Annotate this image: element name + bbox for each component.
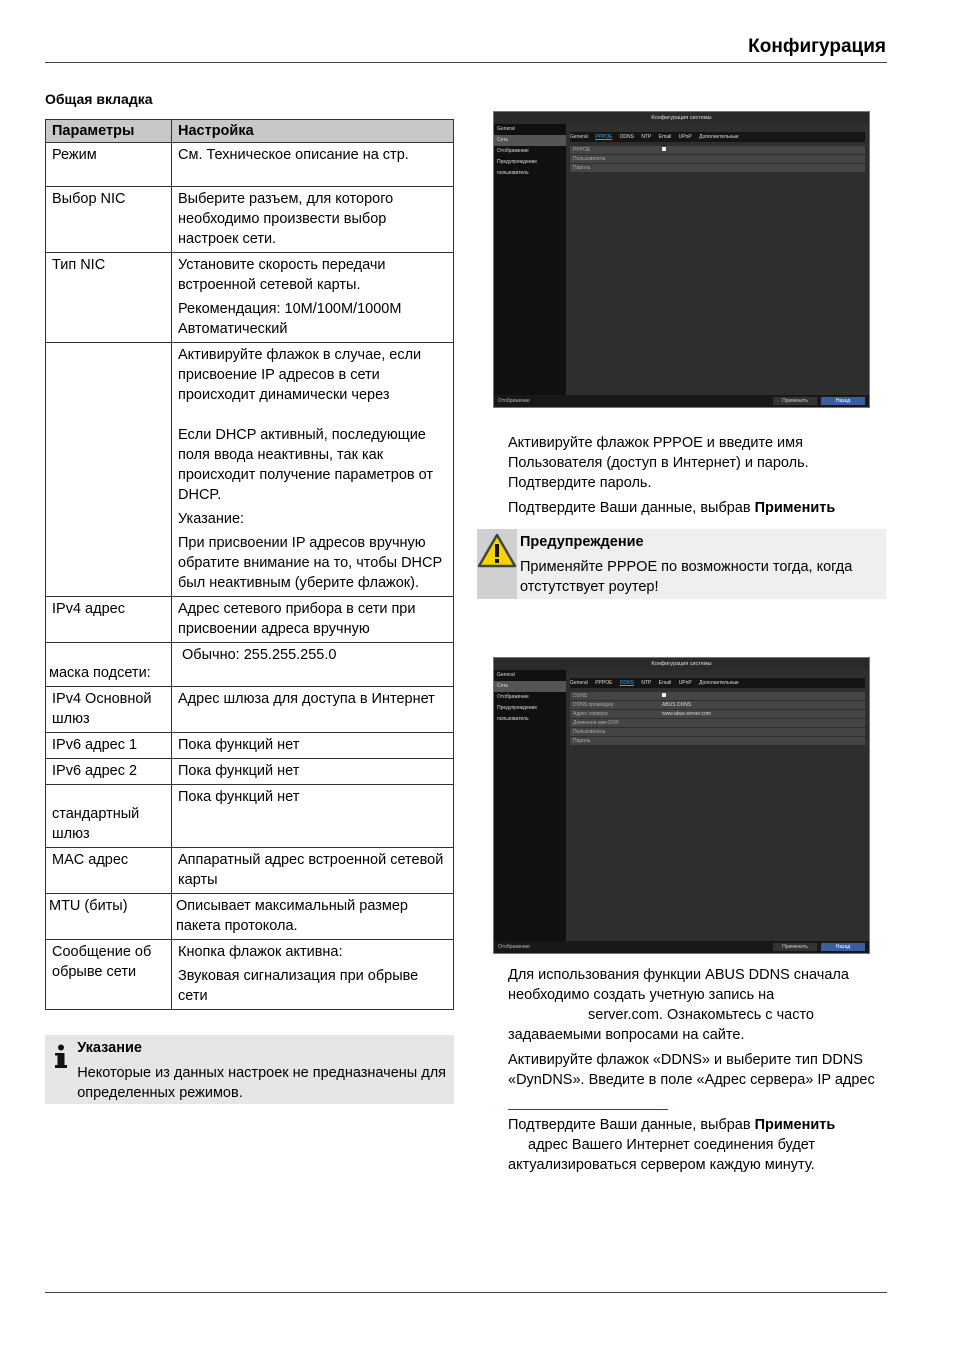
pppoe-instructions (508, 433, 880, 518)
setting-text: Адрес сетевого прибора в сети при присвоении адреса вручную (178, 601, 416, 637)
ddns-checkbox[interactable] (662, 693, 666, 697)
row-label: Пользователь (573, 729, 606, 735)
param-cell: IPv6 адрес 2 (46, 759, 172, 785)
tab-general[interactable]: General (570, 134, 588, 140)
table-header-row (46, 120, 454, 143)
table-row (46, 643, 454, 687)
user-row (570, 728, 865, 736)
param-cell: Режим (46, 143, 172, 187)
param-cell (46, 343, 172, 597)
param-cell: IPv6 адрес 1 (46, 733, 172, 759)
setting-text: Обычно: 255.255.255.0 (178, 647, 337, 663)
tab-upnp[interactable]: UPnP (678, 680, 692, 686)
bottom-bar (494, 395, 869, 407)
window-title: Конфигурация системы (494, 112, 869, 124)
row-label: Пользователь (573, 156, 606, 162)
header-divider (45, 62, 887, 63)
sidebar-item-user[interactable]: пользователь (497, 716, 529, 722)
tab-advanced[interactable]: Дополнительные (699, 134, 739, 140)
user-row (570, 155, 865, 163)
row-label: DDNS (573, 693, 588, 699)
warning-icon (477, 529, 517, 599)
setting-cell (172, 643, 454, 687)
apply-button[interactable]: Применить (773, 397, 817, 405)
tab-ntp[interactable]: NTP (641, 134, 652, 140)
note-box (45, 1035, 454, 1104)
ddns-text-2: Активируйте флажок «DDNS» и выберите тип DDNS «DynDNS». Введите в поле «Адрес сервера» IP адрес (508, 1052, 875, 1088)
table-row (46, 848, 454, 894)
pppoe-config-screenshot (493, 111, 870, 408)
tab-email[interactable]: Email (658, 680, 672, 686)
server-address-row (570, 710, 865, 718)
setting-cell (172, 597, 454, 643)
provider-select[interactable]: ABUS DDNS (662, 702, 692, 708)
table-row (46, 343, 454, 597)
table-row (46, 940, 454, 1010)
table-header-setting: Настройка (172, 120, 454, 143)
sidebar (494, 124, 566, 407)
table-row (46, 785, 454, 848)
ddns-text-1b: server.com. Ознакомьтесь с часто задаваемыми вопросами на сайте. (508, 1007, 814, 1043)
domain-row (570, 719, 865, 727)
setting-cell (172, 253, 454, 343)
setting-text: Аппаратный адрес встроенной сетевой карты (178, 852, 444, 888)
provider-row (570, 701, 865, 709)
bottom-label: Отображение (498, 944, 530, 950)
table-row (46, 143, 454, 187)
row-label: Адрес сервера (573, 711, 608, 717)
table-row (46, 253, 454, 343)
param-cell: Выбор NIC (46, 187, 172, 253)
parameters-table (45, 119, 454, 1010)
tab-bar (570, 678, 865, 688)
param-cell: MAC адрес (46, 848, 172, 894)
setting-text: Звуковая сигнализация при обрыве сети (178, 968, 419, 1004)
setting-cell (172, 848, 454, 894)
setting-text: Описывает максимальный размер пакета протокола. (176, 898, 408, 934)
setting-cell (172, 187, 454, 253)
table-row (46, 894, 454, 940)
setting-text: Активируйте флажок в случае, если присвоение IP адресов в сети происходит динамически через (178, 347, 422, 403)
tab-advanced[interactable]: Дополнительные (699, 680, 739, 686)
sidebar (494, 670, 566, 953)
table-row (46, 733, 454, 759)
ddns-instructions (508, 965, 880, 1175)
apply-word: Применить (754, 1117, 836, 1133)
setting-text: См. Техническое описание на стр. (178, 147, 409, 163)
setting-text: Пока функций нет (178, 763, 300, 779)
sidebar-item-display[interactable]: Отображение (497, 694, 529, 700)
warning-title: Предупреждение (520, 534, 644, 550)
tab-pppoe[interactable]: PPPOE (595, 134, 613, 140)
section-title: Общая вкладка (45, 91, 153, 107)
bottom-bar (494, 941, 869, 953)
back-button[interactable]: Назад (821, 943, 865, 951)
ddns-row (570, 692, 865, 700)
settings-panel (566, 124, 869, 407)
ddns-text-4: адрес Вашего Интернет соединения будет актуализироваться сервером каждую минуту. (508, 1137, 816, 1173)
param-cell: маска подсети: (46, 643, 172, 687)
ddns-text-3: Подтвердите Ваши данные, выбрав (508, 1117, 751, 1133)
page-header-title: Конфигурация (748, 36, 886, 57)
param-cell: стандартный шлюз (46, 785, 172, 848)
password-row (570, 737, 865, 745)
setting-cell (172, 687, 454, 733)
setting-text: Если DHCP активный, последующие поля ввода неактивны, так как происходит получение параметров от DHCP. (178, 427, 434, 503)
pppoe-text-2: Подтвердите Ваши данные, выбрав (508, 500, 751, 516)
row-label: Пароль (573, 738, 591, 744)
param-cell: MTU (биты) (46, 894, 172, 940)
apply-word: Применить (754, 500, 836, 516)
table-row (46, 187, 454, 253)
setting-text: Установите скорость передачи встроенной сетевой карты. (178, 257, 386, 293)
note-title: Указание (77, 1040, 142, 1056)
settings-panel (566, 670, 869, 953)
ddns-text-1: Для использования функции ABUS DDNS сначала необходимо создать учетную запись на (508, 967, 849, 1003)
ddns-config-screenshot (493, 657, 870, 954)
sidebar-item-network[interactable]: Сеть (494, 135, 566, 146)
note-text: Некоторые из данных настроек не предназначены для определенных режимов. (77, 1065, 447, 1101)
window-title: Конфигурация системы (494, 658, 869, 670)
setting-text: Выберите разъем, для которого необходимо произвести выбор настроек сети. (178, 191, 394, 247)
tab-ddns[interactable]: DDNS (619, 134, 634, 140)
param-cell: Тип NIC (46, 253, 172, 343)
sidebar-item-general[interactable]: General (497, 672, 515, 678)
sidebar-item-display[interactable]: Отображение (497, 148, 529, 154)
sidebar-item-network[interactable]: Сеть (494, 681, 566, 692)
row-label: Доменное имя DVR (573, 720, 619, 726)
password-row (570, 164, 865, 172)
table-row (46, 687, 454, 733)
setting-text: При присвоении IP адресов вручную обратите внимание на то, чтобы DHCP был неактивным (уберите флажок). (178, 535, 442, 591)
tab-general[interactable]: General (570, 680, 588, 686)
sidebar-item-warning[interactable]: Предупреждение (497, 705, 538, 711)
setting-text: Пока функций нет (178, 737, 300, 753)
tab-email[interactable]: Email (658, 134, 672, 140)
table-row (46, 759, 454, 785)
setting-text: Указание: (178, 511, 245, 527)
back-button[interactable]: Назад (821, 397, 865, 405)
setting-cell (172, 343, 454, 597)
row-label: Пароль (573, 165, 591, 171)
tab-upnp[interactable]: UPnP (678, 134, 692, 140)
setting-text: Кнопка флажок активна: (178, 944, 343, 960)
setting-text: Рекомендация: 10M/100M/1000M Автоматический (178, 301, 402, 337)
tab-ddns[interactable]: DDNS (619, 680, 634, 686)
pppoe-text-1: Активируйте флажок PPPOE и введите имя Пользователя (доступ в Интернет) и пароль. Подтвердите пароль. (508, 435, 809, 491)
sidebar-item-warning[interactable]: Предупреждение (497, 159, 538, 165)
footer-divider (45, 1292, 887, 1293)
tab-pppoe[interactable]: PPPOE (595, 680, 613, 686)
setting-cell (172, 759, 454, 785)
tab-bar (570, 132, 865, 142)
setting-cell (172, 894, 454, 940)
row-label: DDNS провайдер (573, 702, 614, 708)
row-label: PPPOE (573, 147, 591, 153)
server-address-input[interactable]: www.abus-server.com (662, 711, 711, 717)
setting-cell (172, 143, 454, 187)
setting-cell (172, 733, 454, 759)
tab-ntp[interactable]: NTP (641, 680, 652, 686)
warning-box (477, 529, 886, 599)
pppoe-row (570, 146, 865, 154)
pppoe-checkbox[interactable] (662, 147, 666, 151)
warning-text: Применяйте PPPOE по возможности тогда, когда отстутствует роутер! (520, 559, 853, 595)
setting-text: Адрес шлюза для доступа в Интернет (178, 691, 435, 707)
table-header-params: Параметры (46, 120, 172, 143)
info-icon (45, 1035, 77, 1104)
table-row (46, 597, 454, 643)
apply-button[interactable]: Применить (773, 943, 817, 951)
server-ip-link-line (508, 1095, 668, 1110)
param-cell: IPv4 Основной шлюз (46, 687, 172, 733)
setting-cell (172, 785, 454, 848)
param-cell: Сообщение об обрыве сети (46, 940, 172, 1010)
setting-text: Пока функций нет (178, 789, 300, 805)
sidebar-item-user[interactable]: пользователь (497, 170, 529, 176)
bottom-label: Отображение (498, 398, 530, 404)
param-cell: IPv4 адрес (46, 597, 172, 643)
setting-cell (172, 940, 454, 1010)
sidebar-item-general[interactable]: General (497, 126, 515, 132)
